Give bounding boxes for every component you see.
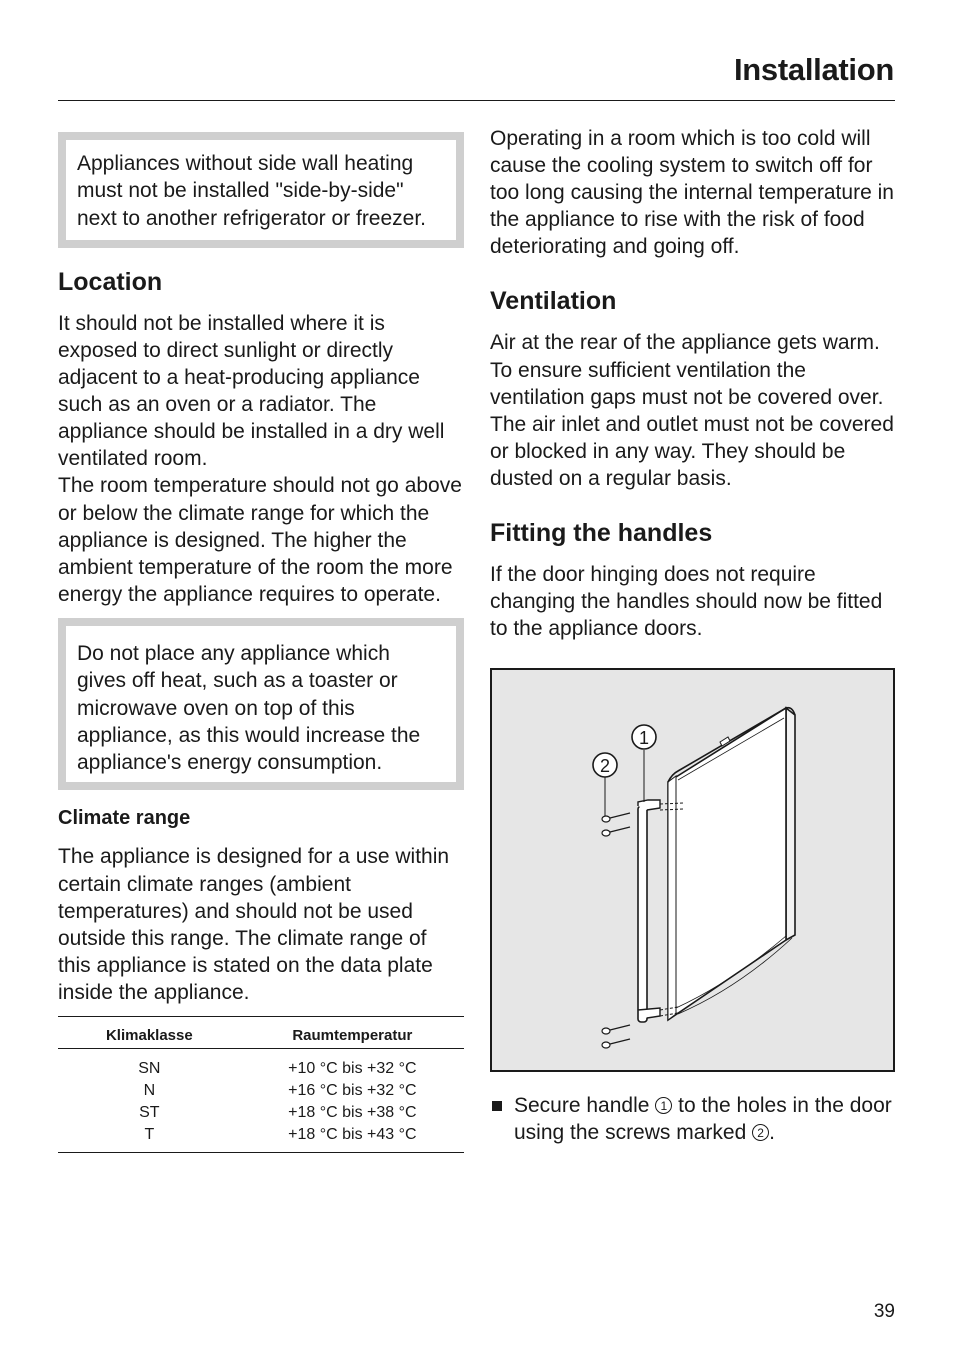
table-row [58,1048,464,1080]
temperature-range-cell: +18 °C bis +43 °C [241,1124,464,1153]
notice-heat [58,618,464,790]
fitting-handles-heading: Fitting the handles [490,519,713,548]
climate-table-header-temperature: Raumtemperatur [241,1016,464,1048]
instruction-part-3: . [769,1121,775,1145]
location-paragraph-2: The room temperature should not go above or below the climate range for which the appliance is designed. The higher the ambient temperature of the room the more energy the appliance requires to operate. [58,474,462,606]
temperature-range-cell: +16 °C bis +32 °C [288,1081,417,1099]
climate-table-header-row [58,1016,464,1048]
handle-instruction-text [514,1092,895,1146]
page-number: 39 [873,1301,895,1322]
climate-range-paragraph: The appliance is designed for a use within certain climate ranges (ambient temperatures) and should not be used outside this range. The climate range of this appliance is stated on the data plate inside the appliance. [58,845,450,1004]
square-bullet-icon [492,1101,502,1111]
handle-instruction-bullet [490,1092,895,1146]
header-rule [58,100,895,101]
climate-table-header-class: Klimaklasse [58,1016,241,1048]
instruction-part-2: to the holes in the door using the screws marked [514,1094,892,1145]
instruction-part-1: Secure handle [514,1094,656,1118]
climate-class-cell: SN [138,1059,161,1077]
notice-side-by-side [58,132,464,248]
climate-class-cell: T [58,1124,241,1153]
handle-fitting-illustration [490,668,895,1072]
table-row [58,1080,464,1102]
table-row [58,1124,464,1153]
climate-class-cell: ST [139,1103,160,1121]
climate-range-heading: Climate range [58,807,191,830]
reference-number-1: 1 [655,1097,672,1114]
notice-heat-text: Do not place any appliance which gives off heat, such as a toaster or microwave oven on top of this appliance, as this would increase the appliance's energy consumption. [77,641,421,775]
location-paragraph-1: It should not be installed where it is exposed to direct sunlight or directly adjacent to a heat-producing appliance such as an oven or a radiator. The appliance should be installed in a dry well ventilated room. [58,311,445,471]
left-column [58,132,464,1153]
door-handle-diagram [492,670,893,1070]
table-row [58,1102,464,1124]
climate-class-cell: N [143,1081,156,1099]
location-heading: Location [58,267,163,296]
temperature-range-cell: +10 °C bis +32 °C [288,1059,417,1077]
cold-room-paragraph: Operating in a room which is too cold will cause the cooling system to switch off for too long causing the internal temperature in the appliance to rise with the risk of food deteriorating and going off. [490,127,894,259]
callout-screws-label: 2 [599,756,611,777]
ventilation-heading: Ventilation [490,287,617,316]
ventilation-paragraph: Air at the rear of the appliance gets warm. To ensure sufficient ventilation the ventilation gaps must not be covered over. The air inlet and outlet must not be covered or blocked in any way. They should be dusted on a regular basis. [490,331,894,490]
notice-side-by-side-text: Appliances without side wall heating must not be installed "side-by-side" next to another refrigerator or freezer. [77,152,427,230]
fitting-handles-paragraph: If the door hinging does not require changing the handles should now be fitted to the appliance doors. [490,563,883,641]
reference-number-2: 2 [752,1124,769,1141]
callout-handle-label: 1 [638,728,650,749]
right-column [490,125,895,1147]
page-title: Installation [733,52,894,87]
temperature-range-cell: +18 °C bis +38 °C [288,1103,417,1121]
climate-table [58,1016,464,1153]
